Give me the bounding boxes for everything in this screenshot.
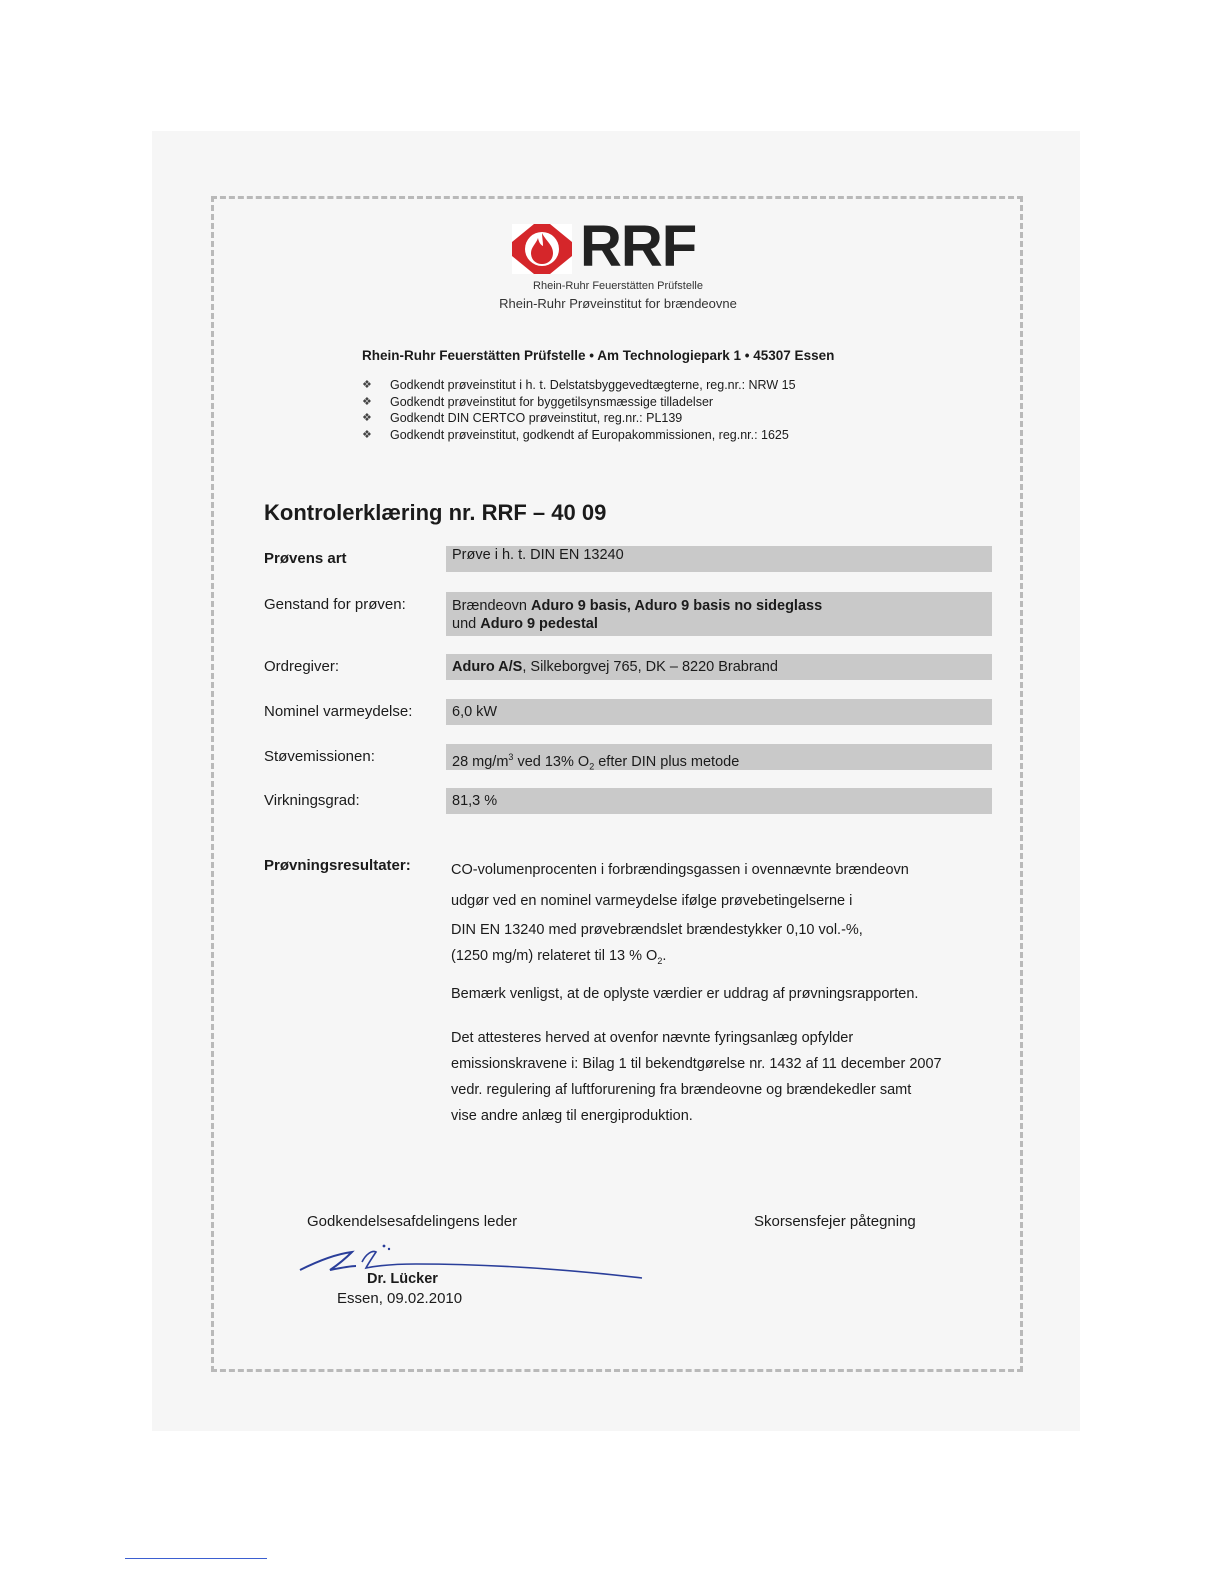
approval-head-title: Godkendelsesafdelingens leder <box>307 1213 518 1230</box>
test-object-value: Brændeovn Aduro 9 basis, Aduro 9 basis no sideglass und Aduro 9 pedestal <box>446 592 992 636</box>
list-item: ❖ Godkendt prøveinstitut, godkendt af Europakommissionen, reg.nr.: 1625 <box>362 427 789 442</box>
attestation-text: Det attesteres herved at ovenfor nævnte fyringsanlæg opfylder emissionskravene i: Bilag 1 til bekendtgørelse nr. 1432 af 11 december 2007 vedr. regulering af luftforurening fra brændeovne og brændekedler samt vise andre anlæg til energiproduktion. <box>451 1030 942 1124</box>
diamond-bullet-icon: ❖ <box>362 379 372 391</box>
institute-name-da: Rhein-Ruhr Prøveinstitut for brændeovne <box>499 296 737 311</box>
list-item: ❖ Godkendt prøveinstitut i h. t. Delstatsbyggevedtægterne, reg.nr.: NRW 15 <box>362 378 796 392</box>
efficiency-label: Virkningsgrad: <box>264 792 360 809</box>
signer-name: Dr. Lücker <box>367 1271 438 1287</box>
results-text: CO-volumenprocenten i forbrændingsgassen i ovennævnte brændeovn udgør ved en nominel varmeydelse ifølge prøvebetingelserne i DIN EN 13240 med prøvebrændslet brændestykker 0,10 vol.-%, (1250 mg/m) relateret til 13 % $O_2$. <box>451 862 909 966</box>
diamond-bullet-icon: ❖ <box>362 428 372 441</box>
dust-emission-label: Støvemissionen: <box>264 748 375 765</box>
institute-address: Rhein-Ruhr Feuerstätten Prüfstelle • Am Technologiepark 1 • 45307 Essen <box>362 348 835 363</box>
client-label: Ordregiver: <box>264 658 340 675</box>
results-note: Bemærk venligst, at de oplyste værdier er uddrag af prøvningsrapporten. <box>451 986 919 1002</box>
page-title: Kontrolerklæring nr. RRF – 40 09 <box>264 500 607 525</box>
nominal-output-value: 6,0 kW <box>446 699 992 725</box>
footer-rule <box>125 1558 267 1559</box>
efficiency-value: 81,3 % <box>446 788 992 814</box>
client-value: Aduro A/S, Silkeborgvej 765, DK – 8220 Brabrand <box>446 654 992 680</box>
handwritten-signature <box>296 1240 646 1282</box>
place-date: Essen, 09.02.2010 <box>337 1290 463 1307</box>
rrf-logo <box>512 214 732 279</box>
test-type-value: Prøve i h. t. DIN EN 13240 <box>446 546 992 572</box>
test-type-label: Prøvens art <box>264 550 347 567</box>
diamond-bullet-icon: ❖ <box>362 412 372 424</box>
logo-wordmark: RRF <box>580 214 697 279</box>
document-border <box>211 196 1023 1372</box>
nominal-output-label: Nominel varmeydelse: <box>264 703 413 720</box>
dust-emission-value: 28 $mg/m^3$ ved 13% $O_2$ efter DIN plus metode <box>446 744 992 770</box>
accreditation-list <box>362 377 796 443</box>
list-item: ❖ Godkendt DIN CERTCO prøveinstitut, reg.nr.: PL139 <box>362 411 683 425</box>
chimney-sweep-title: Skorsensfejer påtegning <box>754 1213 916 1230</box>
results-label: Prøvningsresultater: <box>264 857 411 874</box>
test-object-label: Genstand for prøven: <box>264 596 406 613</box>
list-item: ❖ Godkendt prøveinstitut for byggetilsynsmæssige tilladelser <box>362 394 714 409</box>
diamond-bullet-icon: ❖ <box>362 395 372 408</box>
institute-name-de: Rhein-Ruhr Feuerstätten Prüfstelle <box>533 280 703 292</box>
flame-logo-icon <box>512 224 572 274</box>
